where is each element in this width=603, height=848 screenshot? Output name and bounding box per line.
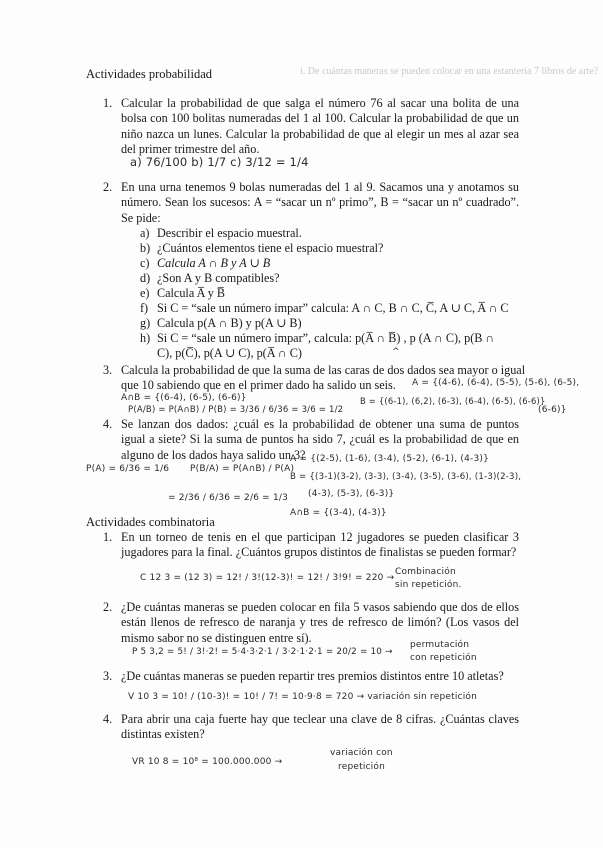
subitem-h: h) Si C = “sale un número impar”, calcula: p(A̅ ∩ B̅) , p (A ∩ C), p(B ∩ — [140, 331, 495, 345]
handwritten-note-c4-line2: repetición — [338, 762, 385, 772]
handwritten-answer-q1: a) 76/100 b) 1/7 c) 3/12 = 1/4 — [130, 155, 309, 169]
question-number: 3. — [103, 363, 113, 377]
question-text: Se lanzan dos dados: ¿cuál es la probabilidad de obtener una suma de puntos igual a siete? Si la suma de puntos ha sido 7, ¿cuál es la probabilidad de que en alguno de los dados haya salido un 3? — [121, 417, 519, 462]
handwritten-intersection-q4: A∩B = {(3-4), (4-3)} — [290, 508, 387, 518]
question-text: ¿De cuántas maneras se pueden colocar en fila 5 vasos sabiendo que dos de ellos están llenos de refresco de naranja y tres de refresco de limón? (Los vasos del mismo sabor no se distinguen entre sí). — [121, 600, 519, 645]
combinatoria-question-1 — [103, 530, 519, 561]
subitem-f: f) Si C = “sale un número impar” calcula: A ∩ C, B ∩ C, C̅, A ∪ C, A̅ ∩ C — [140, 301, 509, 315]
question-text: ¿De cuántas maneras se pueden repartir tres premios distintos entre 10 atletas? — [121, 669, 504, 683]
handwritten-conditional: P(A/B) = P(A∩B) / P(B) = 3/36 / 6/36 = 3/6 = 1/2 — [128, 405, 344, 415]
question-text: Calcular la probabilidad de que salga el número 76 al sacar una bolita de una bolsa con 100 bolitas numeradas del 1 al 100. Calcular la probabilidad de que un niño nazca un lunes. Calcular la probabilidad de que al elegir un mes al azar sea del primer trimestre del año. — [121, 96, 519, 157]
handwritten-note-c2-line2: con repetición — [410, 653, 477, 663]
subitem-b: b) ¿Cuántos elementos tiene el espacio muestral? — [140, 241, 384, 255]
handwritten-set-b-q4: B = {(3-1)(3-2), (3-3), (3-4), (3-5), (3-6), (1-3)(2-3), — [290, 472, 522, 482]
subitem-a: a) Describir el espacio muestral. — [140, 226, 302, 240]
handwritten-intersection: A∩B = {(6-4), (6-5), (6-6)} — [121, 393, 247, 403]
handwritten-note-c1-line2: sin repetición. — [395, 580, 462, 590]
handwritten-set-b-q4-cont: (4-3), (5-3), (6-3)} — [308, 489, 395, 499]
handwritten-calc-q4: = 2/36 / 6/36 = 2/6 = 1/3 — [168, 493, 289, 503]
handwritten-pa: P(A) = 6/36 = 1/6 — [86, 464, 170, 474]
subitem-h-continued: C), p(C̅), p(A ∪ C), p(A̅ ∩ C) — [157, 346, 302, 360]
question-number: 2. — [103, 600, 113, 614]
handwritten-note-c4-line1: variación con — [330, 748, 393, 758]
handwritten-note-c2-line1: permutación — [410, 640, 470, 650]
bleed-through-text: i. De cuántas maneras se pueden colocar en una estantería 7 libros de arte? — [300, 66, 599, 77]
combinatoria-question-4 — [103, 712, 519, 743]
handwritten-set-end: (6-6)} — [538, 405, 567, 415]
handwritten-arrow: ^ — [392, 347, 400, 357]
handwritten-answer-c3: V 10 3 = 10! / (10-3)! = 10! / 7! = 10·9·8 = 720 → variación sin repetición — [128, 692, 478, 702]
question-text: Para abrir una caja fuerte hay que teclear una clave de 8 cifras. ¿Cuántas claves distintas existen? — [121, 712, 519, 742]
question-text-line2: que 10 sabiendo que en el primer dado ha salido un seis. — [121, 378, 396, 393]
question-number: 4. — [103, 712, 113, 726]
section-title-probabilidad: Actividades probabilidad — [86, 67, 213, 81]
question-text: En una urna tenemos 9 bolas numeradas del 1 al 9. Sacamos una y anotamos su número. Sean los sucesos: A = “sacar un nº primo”, B = “sacar un nº cuadrado”. Se pide: — [121, 180, 519, 225]
combinatoria-question-3 — [103, 669, 541, 684]
question-text-line1: Calcula la probabilidad de que la suma de las caras de dos dados sea mayor o igual — [121, 363, 526, 377]
subitem-d: d) ¿Son A y B compatibles? — [140, 271, 280, 285]
question-number: 3. — [103, 669, 113, 683]
section-title-combinatoria: Actividades combinatoria — [86, 515, 215, 529]
handwritten-answer-c2: P 5 3,2 = 5! / 3!·2! = 5·4·3·2·1 / 3·2·1·2·1 = 20/2 = 10 → — [132, 647, 393, 657]
subitem-e: e) Calcula A̅ y B̅ — [140, 286, 226, 300]
handwritten-pba: P(B/A) = P(A∩B) / P(A) — [190, 464, 295, 474]
question-2 — [103, 180, 519, 226]
question-1 — [103, 96, 519, 158]
handwritten-set-a: A = {(4-6), (6-4), (5-5), (5-6), (6-5), — [412, 378, 580, 388]
question-number: 2. — [103, 180, 113, 194]
question-number: 4. — [103, 417, 113, 431]
handwritten-note-c1-line1: Combinación — [395, 567, 456, 577]
question-text: En un torneo de tenis en el que participan 12 jugadores se pueden clasificar 3 jugadores para la final. ¿Cuántos grupos distintos de finalistas se pueden formar? — [121, 530, 519, 560]
question-number: 1. — [103, 96, 113, 110]
subitem-g: g) Calcula p(A ∩ B) y p(A ∪ B) — [140, 316, 302, 330]
handwritten-set-a-q4: A = {(2-5), (1-6), (3-4), (5-2), (6-1), (4-3)} — [290, 454, 490, 464]
handwritten-answer-c1: C 12 3 = (12 3) = 12! / 3!(12-3)! = 12! / 3!9! = 220 → — [140, 573, 395, 583]
question-number: 1. — [103, 530, 113, 544]
handwritten-set-b: B = {(6-1), (6,2), (6-3), (6-4), (6-5), (6-6)} — [360, 396, 546, 406]
handwritten-answer-c4: VR 10 8 = 10⁸ = 100.000.000 → — [132, 757, 283, 767]
subitem-c: c) Calcula A ∩ B y A ∪ B — [140, 256, 271, 270]
